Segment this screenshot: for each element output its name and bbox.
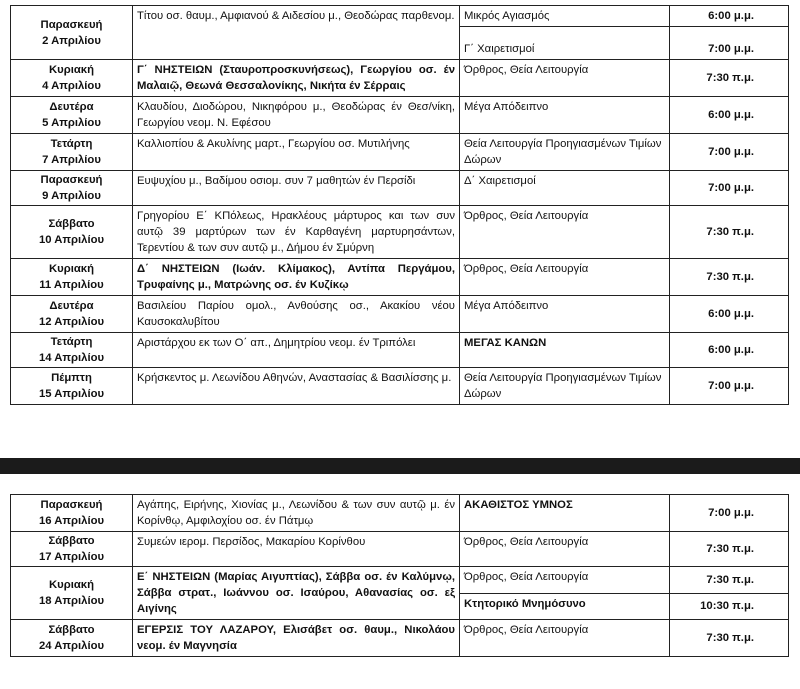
service-cell: Όρθρος, Θεία Λειτουργία	[460, 567, 670, 594]
time-cell: 7:30 π.μ.	[670, 206, 789, 259]
weekday: Τετάρτη	[50, 138, 93, 150]
time-cell: 7:30 π.μ.	[670, 567, 789, 594]
service-cell: Όρθρος, Θεία Λειτουργία	[460, 620, 670, 657]
saints-cell: Γρηγορίου Ε΄ ΚΠόλεως, Ηρακλέους μάρτυρος και των συν αυτῷ 39 μαρτύρων των έν Καρθαγένη μαρτυρησάντων, Τερεντίου & των συν αυτῷ μ., Δήμου έν Σμύρνη	[133, 206, 460, 259]
service-cell: ΜΕΓΑΣ ΚΑΝΩΝ	[460, 333, 670, 368]
time-cell: 7:00 μ.μ.	[670, 134, 789, 171]
table-row	[11, 6, 789, 27]
date-text: 12 Απριλίου	[38, 316, 105, 328]
saints-cell: Κλαυδίου, Διοδώρου, Νικηφόρου μ., Θεοδώρας έν Θεσ/νίκη, Γεωργίου νεομ. Ν. Εφέσου	[133, 97, 460, 134]
date-cell	[11, 134, 133, 171]
time-cell: 7:30 π.μ.	[670, 620, 789, 657]
service-cell: Δ΄ Χαιρετισμοί	[460, 171, 670, 206]
service-cell: ΑΚΑΘΙΣΤΟΣ ΥΜΝΟΣ	[460, 495, 670, 532]
section-divider	[0, 458, 800, 474]
date-cell	[11, 171, 133, 206]
date-text: 2 Απριλίου	[42, 34, 101, 47]
saints-cell: Βασιλείου Παρίου ομολ., Ανθούσης οσ., Ακακίου νέου Καυσοκαλυβίτου	[133, 296, 460, 333]
time-cell: 7:30 π.μ.	[670, 532, 789, 567]
weekday: Σάββατο	[48, 624, 95, 636]
table-row	[11, 134, 789, 171]
date-cell	[11, 97, 133, 134]
table-row	[11, 368, 789, 405]
date-cell	[11, 6, 133, 60]
service-cell: Όρθρος, Θεία Λειτουργία	[460, 60, 670, 97]
weekday: Δευτέρα	[49, 300, 94, 312]
date-text: 4 Απριλίου	[42, 80, 101, 92]
date-text: 5 Απριλίου	[42, 117, 101, 129]
weekday: Κυριακή	[48, 64, 94, 76]
service-cell: Μέγα Απόδειπνο	[460, 97, 670, 134]
table-row	[11, 495, 789, 532]
weekday: Κυριακή	[48, 263, 94, 275]
date-text: 7 Απριλίου	[42, 154, 101, 166]
saints-cell: Δ΄ ΝΗΣΤΕΙΩΝ (Ιωάν. Κλίμακος), Αντίπα Περγάμου, Τρυφαίνης μ., Ματρώνης οσ. έν Κυζίκῳ	[133, 259, 460, 296]
weekday: Πέμπτη	[51, 372, 92, 384]
date-cell	[11, 296, 133, 333]
schedule-table-2	[10, 494, 789, 657]
date-cell	[11, 495, 133, 532]
time-cell: 7:00 μ.μ.	[670, 27, 789, 60]
service-cell: Θεία Λειτουργία Προηγιασμένων Τιμίων Δώρων	[460, 368, 670, 405]
service-cell: Όρθρος, Θεία Λειτουργία	[460, 532, 670, 567]
time-cell: 6:00 μ.μ.	[670, 296, 789, 333]
date-cell	[11, 620, 133, 657]
time-cell: 6:00 μ.μ.	[670, 6, 789, 27]
service-cell: Μέγα Απόδειπνο	[460, 296, 670, 333]
service-cell: Μικρός Αγιασμός	[460, 6, 670, 27]
saints-cell: ΕΓΕΡΣΙΣ ΤΟΥ ΛΑΖΑΡΟΥ, Ελισάβετ οσ. θαυμ., Νικολάου νεομ. έν Μαγνησία	[133, 620, 460, 657]
weekday: Κυριακή	[48, 579, 94, 591]
date-cell	[11, 259, 133, 296]
date-cell	[11, 333, 133, 368]
time-cell: 7:30 π.μ.	[670, 60, 789, 97]
date-cell	[11, 368, 133, 405]
weekday: Παρασκευή	[40, 499, 103, 511]
saints-cell: Γ΄ ΝΗΣΤΕΙΩΝ (Σταυροπροσκυνήσεως), Γεωργίου οσ. έν Μαλαιῷ, Θεωνά Θεσσαλονίκης, Νικήτα έν Σέρραις	[133, 60, 460, 97]
table-row	[11, 532, 789, 567]
time-cell: 7:30 π.μ.	[670, 259, 789, 296]
service-cell: Όρθρος, Θεία Λειτουργία	[460, 259, 670, 296]
date-text: 15 Απριλίου	[38, 388, 105, 400]
saints-cell: Καλλιοπίου & Ακυλίνης μαρτ., Γεωργίου οσ. Μυτιλήνης	[133, 134, 460, 171]
weekday: Παρασκευή	[40, 18, 103, 31]
saints-cell: Ε΄ ΝΗΣΤΕΙΩΝ (Μαρίας Αιγυπτίας), Σάββα οσ. έν Καλύμνῳ, Σάββα στρατ., Ιωάννου οσ. Ισαύρου, Αθανασίας οσ. εξ Αιγίνης	[133, 567, 460, 620]
date-text: 16 Απριλίου	[38, 515, 105, 527]
date-text: 18 Απριλίου	[38, 595, 105, 607]
service-cell: Κτητορικό Μνημόσυνο	[460, 593, 670, 620]
table-row	[11, 620, 789, 657]
service-cell: Θεία Λειτουργία Προηγιασμένων Τιμίων Δώρων	[460, 134, 670, 171]
time-cell: 10:30 π.μ.	[670, 593, 789, 620]
date-cell	[11, 532, 133, 567]
weekday: Σάββατο	[48, 535, 95, 547]
weekday: Σάββατο	[48, 218, 95, 230]
service-cell: Όρθρος, Θεία Λειτουργία	[460, 206, 670, 259]
date-text: 14 Απριλίου	[38, 352, 105, 364]
time-cell: 6:00 μ.μ.	[670, 97, 789, 134]
date-text: 9 Απριλίου	[42, 190, 101, 202]
saints-cell: Τίτου οσ. θαυμ., Αμφιανού & Αιδεσίου μ., Θεοδώρας παρθενομ.	[133, 6, 460, 60]
time-cell: 7:00 μ.μ.	[670, 368, 789, 405]
table-row	[11, 97, 789, 134]
saints-cell: Συμεών ιερομ. Περσίδος, Μακαρίου Κορίνθου	[133, 532, 460, 567]
time-cell: 7:00 μ.μ.	[670, 495, 789, 532]
table-row	[11, 60, 789, 97]
weekday: Παρασκευή	[40, 174, 103, 186]
table-row	[11, 333, 789, 368]
weekday: Δευτέρα	[49, 101, 94, 113]
time-cell: 6:00 μ.μ.	[670, 333, 789, 368]
saints-cell: Αγάπης, Ειρήνης, Χιονίας μ., Λεωνίδου & των συν αυτῷ μ. έν Κορίνθῳ, Αμφιλοχίου οσ. έν Πάτμῳ	[133, 495, 460, 532]
date-cell	[11, 567, 133, 620]
saints-cell: Κρήσκεντος μ. Λεωνίδου Αθηνών, Αναστασίας & Βασιλίσσης μ.	[133, 368, 460, 405]
table-row	[11, 206, 789, 259]
date-text: 10 Απριλίου	[38, 234, 105, 246]
date-text: 11 Απριλίου	[39, 279, 104, 291]
table-row	[11, 171, 789, 206]
saints-cell: Ευψυχίου μ., Βαδίμου οσιομ. συν 7 μαθητών έν Περσίδι	[133, 171, 460, 206]
table-row	[11, 296, 789, 333]
weekday: Τετάρτη	[50, 336, 93, 348]
schedule-table-1	[10, 5, 789, 405]
date-text: 24 Απριλίου	[38, 640, 105, 652]
table-row	[11, 259, 789, 296]
table-row	[11, 567, 789, 594]
time-cell: 7:00 μ.μ.	[670, 171, 789, 206]
date-cell	[11, 60, 133, 97]
saints-cell: Αριστάρχου εκ των Ο΄ απ., Δημητρίου νεομ. έν Τριπόλει	[133, 333, 460, 368]
date-text: 17 Απριλίου	[38, 551, 105, 563]
service-cell: Γ΄ Χαιρετισμοί	[460, 27, 670, 60]
date-cell	[11, 206, 133, 259]
